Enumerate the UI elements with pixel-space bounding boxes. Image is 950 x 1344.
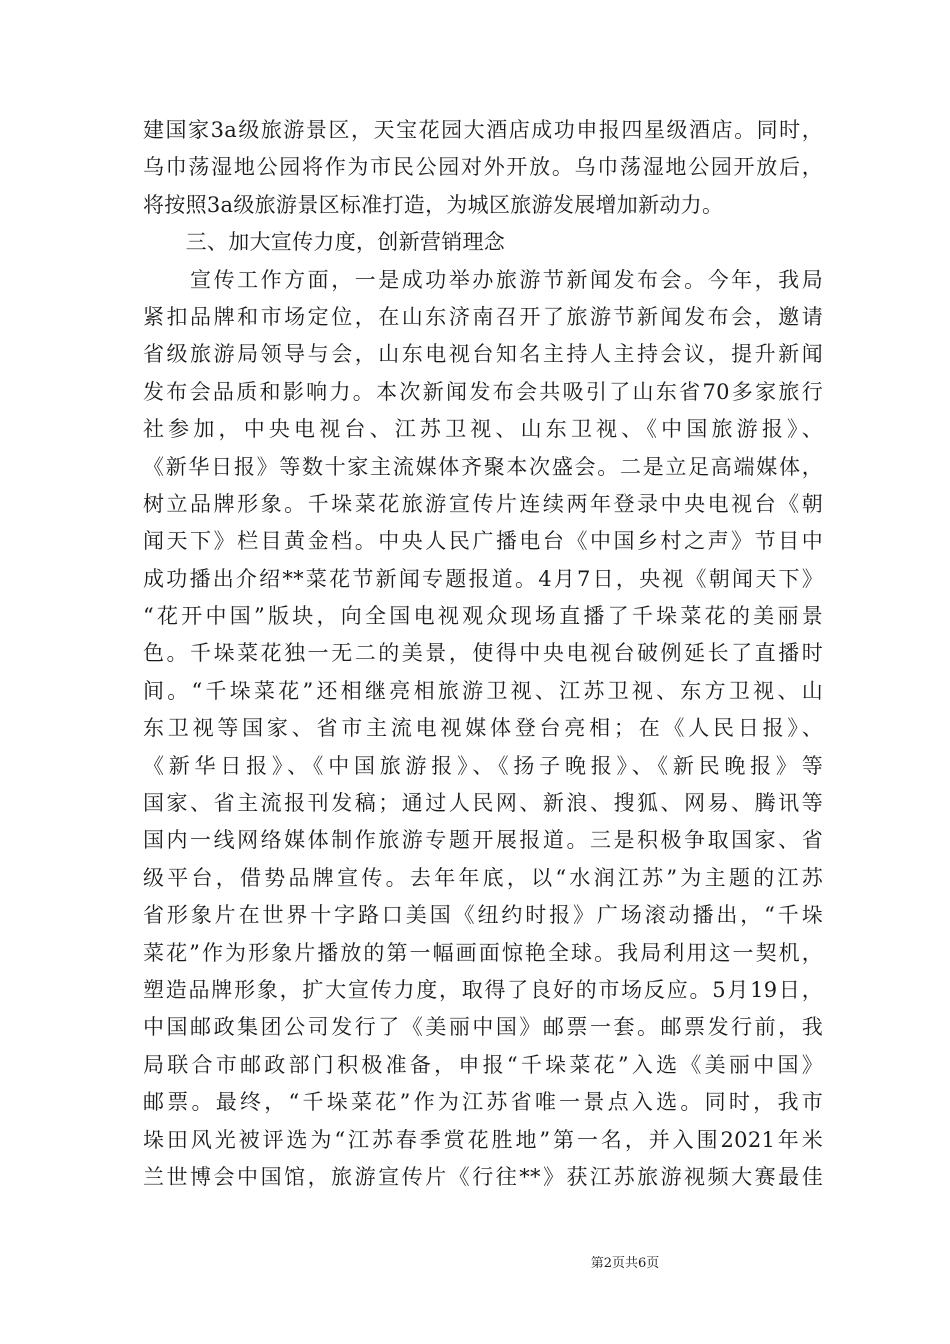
text-line: 树立品牌形象。千垛菜花旅游宣传片连续两年登录中央电视台《朝 [143,491,823,516]
text-line: 国内一线网络媒体制作旅游专题开展报道。三是积极争取国家、省 [143,828,823,853]
text-line: 垛田风光被评选为“江苏春季赏花胜地”第一名，并入围2021年米 [143,1127,823,1152]
page-number-footer: 第2页共6页 [590,1256,660,1271]
text-line: 间。“千垛菜花”还相继亮相旅游卫视、江苏卫视、东方卫视、山 [143,678,823,703]
text-line: 菜花”作为形象片播放的第一幅画面惊艳全球。我局利用这一契机， [143,940,823,965]
section-heading: 三、加大宣传力度，创新营销理念 [143,230,506,255]
text-line: 国家、省主流报刊发稿；通过人民网、新浪、搜狐、网易、腾讯等 [143,791,823,816]
text-line: 色。千垛菜花独一无二的美景，使得中央电视台破例延长了直播时 [143,641,823,666]
text-line: 省形象片在世界十字路口美国《纽约时报》广场滚动播出，“千垛 [143,903,823,928]
text-line: 《新华日报》等数十家主流媒体齐聚本次盛会。二是立足高端媒体， [143,454,823,479]
text-line: 邮票。最终，“千垛菜花”作为江苏省唯一景点入选。同时，我市 [143,1090,823,1115]
text-line: 乌巾荡湿地公园将作为市民公园对外开放。乌巾荡湿地公园开放后， [143,155,823,180]
text-line: 级平台，借势品牌宣传。去年年底，以“水润江苏”为主题的江苏 [143,865,823,890]
text-line: 成功播出介绍**菜花节新闻专题报道。4月7日，央视《朝闻天下》 [143,566,823,591]
text-line: 建国家3a级旅游景区，天宝花园大酒店成功申报四星级酒店。同时， [143,118,823,142]
text-line: 紧扣品牌和市场定位，在山东济南召开了旅游节新闻发布会，邀请 [143,304,823,329]
text-line: “花开中国”版块，向全国电视观众现场直播了千垛菜花的美丽景 [143,604,823,629]
text-line: 闻天下》栏目黄金档。中央人民广播电台《中国乡村之声》节目中 [143,529,823,554]
text-line: 塑造品牌形象，扩大宣传力度，取得了良好的市场反应。5月19日， [143,977,823,1002]
text-line: 宣传工作方面，一是成功举办旅游节新闻发布会。今年，我局 [143,267,823,292]
text-line: 社参加，中央电视台、江苏卫视、山东卫视、《中国旅游报》、 [143,417,823,442]
text-line: 兰世博会中国馆，旅游宣传片《行往**》获江苏旅游视频大赛最佳 [143,1164,823,1189]
text-line: 中国邮政集团公司发行了《美丽中国》邮票一套。邮票发行前，我 [143,1015,823,1040]
text-line: 省级旅游局领导与会，山东电视台知名主持人主持会议，提升新闻 [143,342,823,367]
text-line: 东卫视等国家、省市主流电视媒体登台亮相；在《人民日报》、 [143,716,823,741]
text-line: 将按照3a级旅游景区标准打造，为城区旅游发展增加新动力。 [143,192,724,217]
body-text [143,112,823,1196]
text-line: 局联合市邮政部门积极准备，申报“千垛菜花”入选《美丽中国》 [143,1052,823,1077]
text-line: 《新华日报》、《中国旅游报》、《扬子晚报》、《新民晚报》等 [143,753,823,778]
text-line: 发布会品质和影响力。本次新闻发布会共吸引了山东省70多家旅行 [143,379,823,404]
